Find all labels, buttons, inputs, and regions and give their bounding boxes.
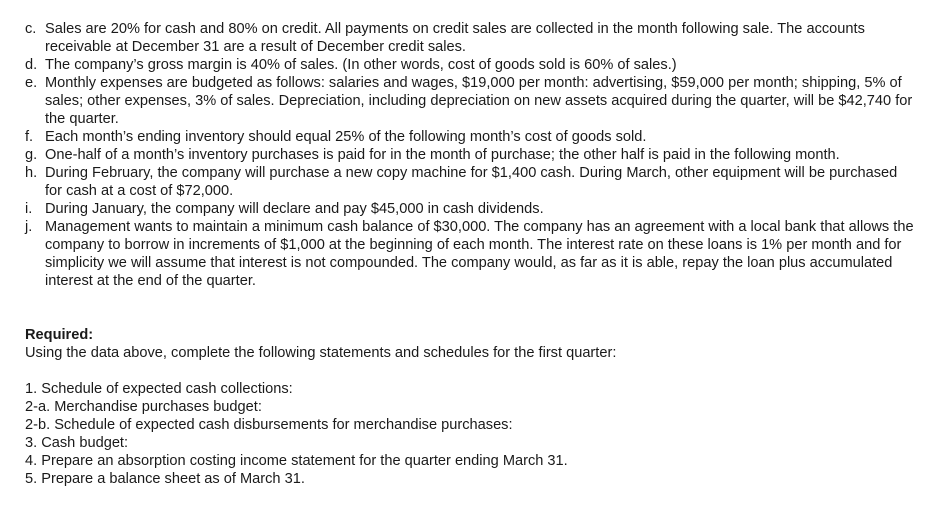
item-marker: g. (25, 147, 38, 163)
list-item-j (25, 218, 915, 290)
requirement-item: 5. Prepare a balance sheet as of March 31. (25, 471, 305, 487)
list-item-f (25, 128, 915, 146)
required-intro: Using the data above, complete the following statements and schedules for the first quarter: (25, 345, 617, 361)
list-item-g (25, 146, 915, 164)
item-text: During January, the company will declare and pay $45,000 in cash dividends. (45, 201, 544, 217)
item-text: The company’s gross margin is 40% of sales. (In other words, cost of goods sold is 60% of sales.) (45, 57, 677, 73)
item-marker: c. (25, 21, 37, 37)
item-text: During February, the company will purchase a new copy machine for $1,400 cash. During March, other equipment will be purchased for cash at a cost of $72,000. (45, 165, 898, 199)
list-item-i (25, 200, 915, 218)
item-marker: i. (25, 201, 33, 217)
item-marker: d. (25, 57, 38, 73)
required-heading: Required: (25, 327, 94, 343)
requirements-list (25, 380, 915, 488)
list-item-h (25, 164, 915, 200)
item-marker: e. (25, 75, 38, 91)
required-section (25, 326, 915, 488)
list-item-c (25, 20, 915, 56)
item-text: Management wants to maintain a minimum cash balance of $30,000. The company has an agreement with a local bank that allows the company to borrow in increments of $1,000 at the beginning of each month. The interest rate on these loans is 1% per month and for simplicity we will assume that interest is not compounded. The company would, as far as it is able, repay the loan plus accumulated interest at the end of the quarter. (45, 219, 914, 289)
list-item-d (25, 56, 915, 74)
requirement-item: 4. Prepare an absorption costing income statement for the quarter ending March 31. (25, 453, 568, 469)
requirement-item: 2-a. Merchandise purchases budget: (25, 399, 262, 415)
item-text: Monthly expenses are budgeted as follows: salaries and wages, $19,000 per month: advertising, $59,000 per month; shipping, 5% of sales; other expenses, 3% of sales. Depreciation, including depreciation on new assets acquired during the quarter, will be $42,740 for the quarter. (45, 75, 913, 127)
item-text: One-half of a month’s inventory purchases is paid for in the month of purchase; the other half is paid in the following month. (45, 147, 840, 163)
assumption-list (25, 20, 915, 290)
requirement-item: 3. Cash budget: (25, 435, 129, 451)
item-marker: h. (25, 165, 38, 181)
item-marker: j. (25, 219, 33, 235)
item-text: Each month’s ending inventory should equal 25% of the following month’s cost of goods sold. (45, 129, 647, 145)
requirement-item: 1. Schedule of expected cash collections: (25, 381, 293, 397)
list-item-e (25, 74, 915, 128)
item-text: Sales are 20% for cash and 80% on credit. All payments on credit sales are collected in the month following sale. The accounts receivable at December 31 are a result of December credit sales. (45, 21, 865, 55)
document-body (25, 20, 915, 488)
item-marker: f. (25, 129, 34, 145)
requirement-item: 2-b. Schedule of expected cash disbursements for merchandise purchases: (25, 417, 513, 433)
